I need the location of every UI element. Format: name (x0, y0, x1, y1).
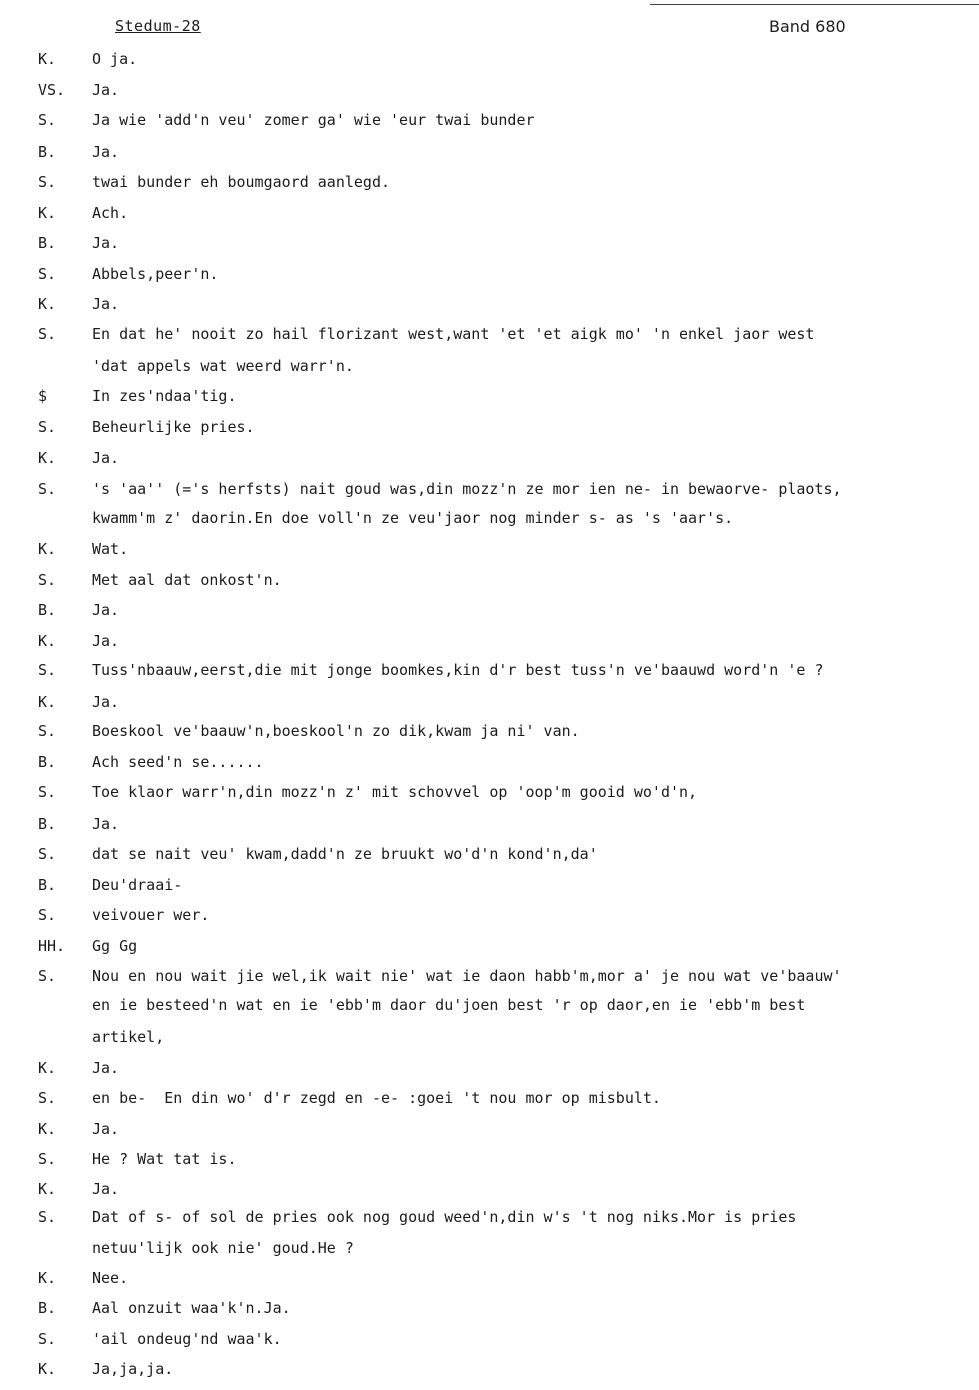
speaker-label: S. (38, 325, 57, 343)
transcript-line (0, 1209, 979, 1227)
transcript-line (0, 816, 979, 834)
transcript-line (0, 1060, 979, 1078)
utterance-text: veivouer wer. (92, 906, 210, 924)
speaker-label: S. (38, 265, 57, 283)
utterance-text: Ja. (92, 693, 120, 711)
utterance-text: artikel, (92, 1028, 165, 1046)
speaker-label: S. (38, 571, 57, 589)
speaker-label: S. (38, 722, 57, 740)
transcript-line (0, 754, 979, 772)
speaker-label: B. (38, 753, 57, 771)
speaker-label: $ (38, 387, 48, 405)
transcript-line (0, 144, 979, 162)
transcript-line (0, 1029, 979, 1047)
speaker-label: S. (38, 418, 57, 436)
utterance-text: Aal onzuit waa'k'n.Ja. (92, 1299, 291, 1317)
utterance-text: 'dat appels wat weerd warr'n. (92, 357, 354, 375)
transcript-line (0, 1121, 979, 1139)
speaker-label: K. (38, 540, 57, 558)
transcript-line (0, 846, 979, 864)
speaker-label: S. (38, 1330, 57, 1348)
utterance-text: Gg Gg (92, 937, 138, 955)
utterance-text: Ja. (92, 815, 120, 833)
speaker-label: K. (38, 1360, 57, 1378)
transcript-line (0, 1300, 979, 1318)
speaker-label: S. (38, 1208, 57, 1226)
utterance-text: Ach seed'n se...... (92, 753, 264, 771)
speaker-label: K. (38, 50, 57, 68)
transcript-line (0, 358, 979, 376)
speaker-label: S. (38, 111, 57, 129)
transcript-line (0, 877, 979, 895)
speaker-label: K. (38, 204, 57, 222)
utterance-text: Ja. (92, 1059, 120, 1077)
speaker-label: S. (38, 1150, 57, 1168)
utterance-text: Wat. (92, 540, 129, 558)
speaker-label: B. (38, 601, 57, 619)
utterance-text: en ie besteed'n wat en ie 'ebb'm daor du'joen best 'r op daor,en ie 'ebb'm best (92, 996, 806, 1014)
utterance-text: Ja. (92, 295, 120, 313)
transcript-line (0, 1090, 979, 1108)
transcript-line (0, 450, 979, 468)
utterance-text: In zes'ndaa'tig. (92, 387, 237, 405)
transcript-line (0, 112, 979, 130)
transcript-line (0, 997, 979, 1015)
utterance-text: twai bunder eh boumgaord aanlegd. (92, 173, 391, 191)
utterance-text: Tuss'nbaauw,eerst,die mit jonge boomkes,kin d'r best tuss'n ve'baauwd word'n 'e ? (92, 661, 824, 679)
transcript-line (0, 326, 979, 344)
transcript-line (0, 784, 979, 802)
speaker-label: S. (38, 480, 57, 498)
utterance-text: Ja,ja,ja. (92, 1360, 174, 1378)
document-id: Stedum-28 (115, 17, 201, 35)
utterance-text: Met aal dat onkost'n. (92, 571, 282, 589)
speaker-label: K. (38, 1269, 57, 1287)
transcript-line (0, 723, 979, 741)
transcript-line (0, 51, 979, 69)
speaker-label: K. (38, 632, 57, 650)
transcript-line (0, 541, 979, 559)
utterance-text: Abbels,peer'n. (92, 265, 219, 283)
transcript-line (0, 1331, 979, 1349)
utterance-text: Ja. (92, 601, 120, 619)
utterance-text: Dat of s- of sol de pries ook nog goud weed'n,din w's 't nog niks.Mor is pries (92, 1208, 797, 1226)
utterance-text: Ja wie 'add'n veu' zomer ga' wie 'eur twai bunder (92, 111, 535, 129)
utterance-text: En dat he' nooit zo hail florizant west,want 'et 'et aigk mo' 'n enkel jaor west (92, 325, 815, 343)
top-rule (650, 4, 979, 5)
transcript-line (0, 388, 979, 406)
utterance-text: 's 'aa'' (='s herfsts) nait goud was,din mozz'n ze mor ien ne- in bewaorve- plaots, (92, 480, 842, 498)
speaker-label: K. (38, 295, 57, 313)
utterance-text: O ja. (92, 50, 138, 68)
speaker-label: S. (38, 661, 57, 679)
utterance-text: Ja. (92, 143, 120, 161)
speaker-label: K. (38, 449, 57, 467)
transcript-line (0, 510, 979, 528)
utterance-text: en be- En din wo' d'r zegd en -e- :goei 't nou mor op misbult. (92, 1089, 661, 1107)
speaker-label: S. (38, 967, 57, 985)
speaker-label: B. (38, 876, 57, 894)
speaker-label: K. (38, 1059, 57, 1077)
transcript-line (0, 572, 979, 590)
transcript-line (0, 296, 979, 314)
transcript-line (0, 235, 979, 253)
utterance-text: Boeskool ve'baauw'n,boeskool'n zo dik,kwam ja ni' van. (92, 722, 580, 740)
speaker-label: K. (38, 693, 57, 711)
transcript-line (0, 1361, 979, 1379)
utterance-text: Ja. (92, 449, 120, 467)
transcript-line (0, 82, 979, 100)
utterance-text: Toe klaor warr'n,din mozz'n z' mit schovvel op 'oop'm gooid wo'd'n, (92, 783, 698, 801)
utterance-text: Deu'draai- (92, 876, 183, 894)
transcript-line (0, 1240, 979, 1258)
utterance-text: netuu'lijk ook nie' goud.He ? (92, 1239, 354, 1257)
utterance-text: dat se nait veu' kwam,dadd'n ze bruukt wo'd'n kond'n,da' (92, 845, 598, 863)
speaker-label: S. (38, 906, 57, 924)
transcript-line (0, 907, 979, 925)
speaker-label: S. (38, 173, 57, 191)
utterance-text: kwamm'm z' daorin.En doe voll'n ze veu'jaor nog minder s- as 's 'aar's. (92, 509, 734, 527)
utterance-text: Beheurlijke pries. (92, 418, 255, 436)
speaker-label: VS. (38, 81, 66, 99)
speaker-label: S. (38, 845, 57, 863)
speaker-label: HH. (38, 937, 66, 955)
transcript-line (0, 938, 979, 956)
speaker-label: B. (38, 1299, 57, 1317)
utterance-text: Ja. (92, 234, 120, 252)
speaker-label: K. (38, 1180, 57, 1198)
speaker-label: B. (38, 143, 57, 161)
band-number: Band 680 (769, 17, 846, 36)
speaker-label: S. (38, 1089, 57, 1107)
utterance-text: Ja. (92, 1120, 120, 1138)
utterance-text: Ja. (92, 632, 120, 650)
transcript-line (0, 205, 979, 223)
transcript-line (0, 968, 979, 986)
transcript-line (0, 694, 979, 712)
transcript-line (0, 1151, 979, 1169)
transcript-line (0, 633, 979, 651)
speaker-label: K. (38, 1120, 57, 1138)
transcript-line (0, 602, 979, 620)
utterance-text: Nou en nou wait jie wel,ik wait nie' wat ie daon habb'm,mor a' je nou wat ve'baauw' (92, 967, 842, 985)
transcript-line (0, 662, 979, 680)
speaker-label: B. (38, 815, 57, 833)
utterance-text: Ach. (92, 204, 129, 222)
speaker-label: B. (38, 234, 57, 252)
utterance-text: Nee. (92, 1269, 129, 1287)
utterance-text: Ja. (92, 1180, 120, 1198)
utterance-text: He ? Wat tat is. (92, 1150, 237, 1168)
transcript-line (0, 1270, 979, 1288)
transcript-line (0, 419, 979, 437)
speaker-label: S. (38, 783, 57, 801)
transcript-line (0, 481, 979, 499)
transcript-line (0, 266, 979, 284)
transcript-line (0, 1181, 979, 1199)
utterance-text: Ja. (92, 81, 120, 99)
utterance-text: 'ail ondeug'nd waa'k. (92, 1330, 282, 1348)
transcript-line (0, 174, 979, 192)
